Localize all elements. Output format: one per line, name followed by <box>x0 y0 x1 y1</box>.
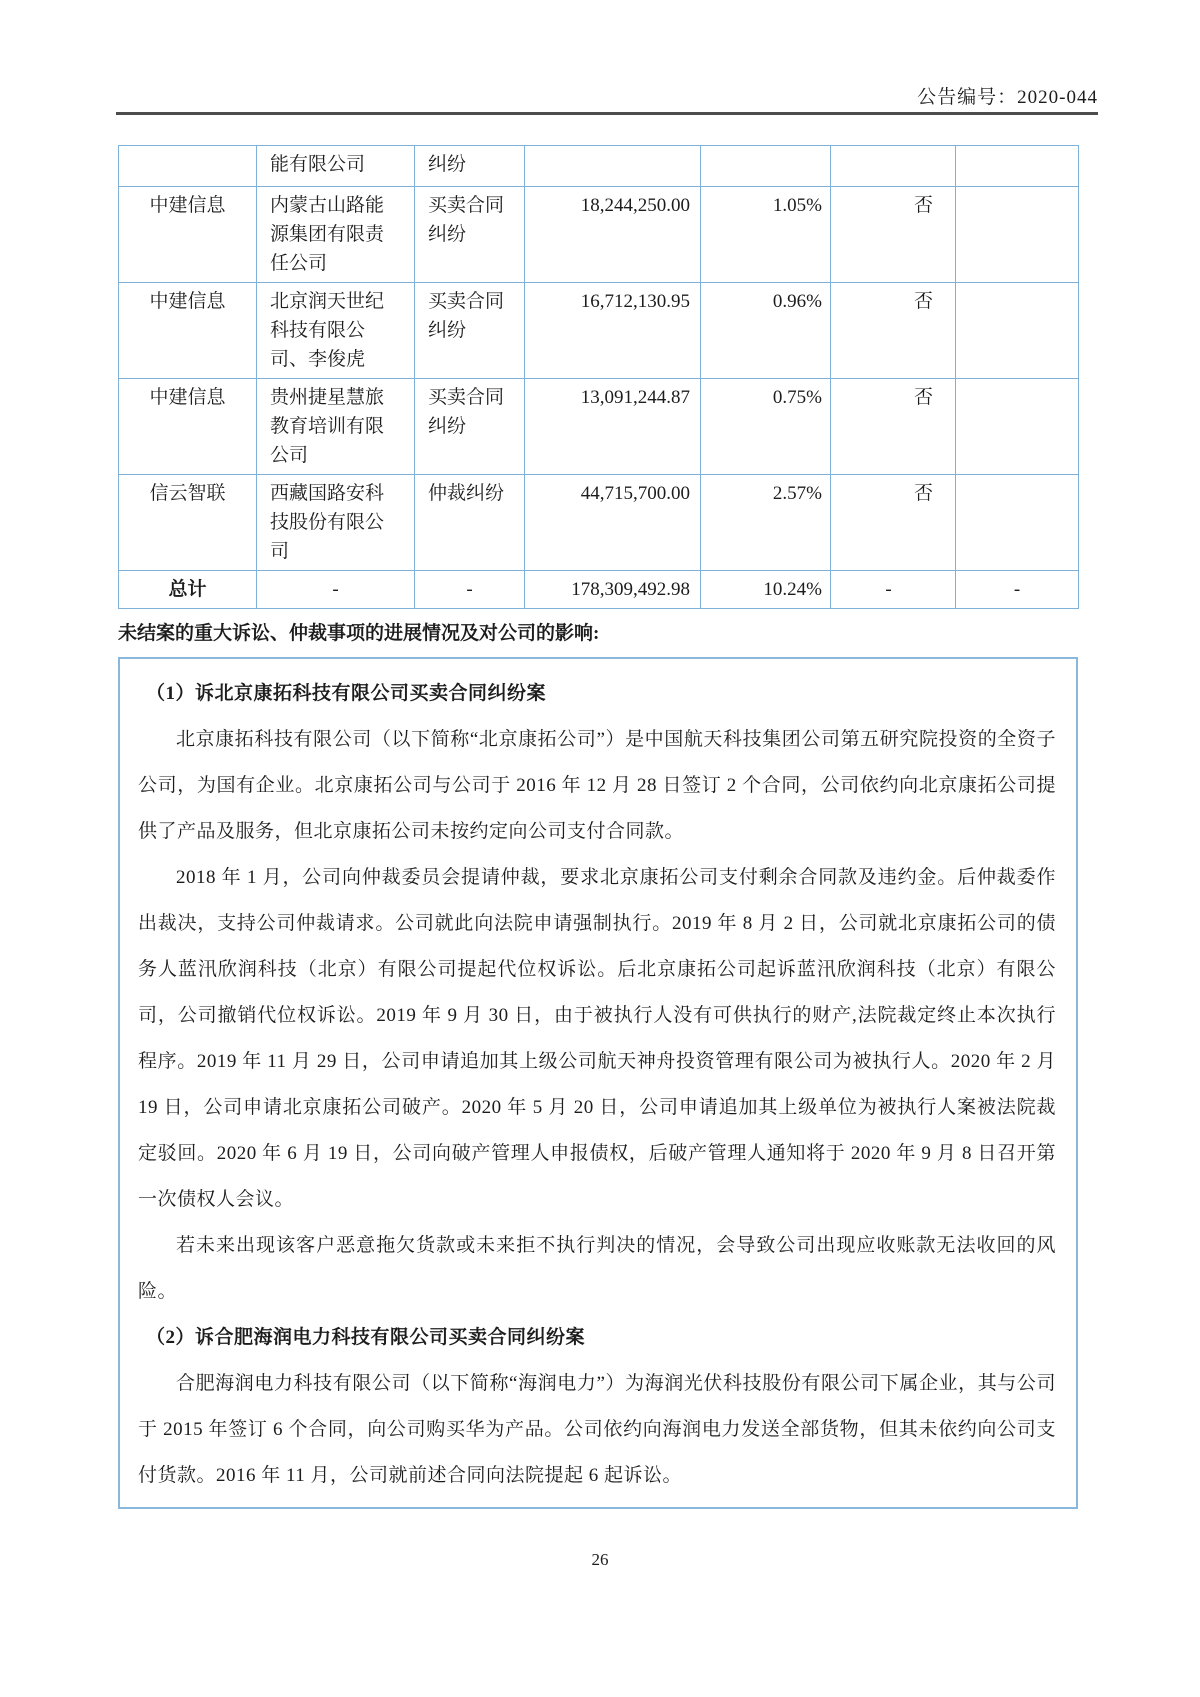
cell-extra <box>956 187 1079 283</box>
table-row <box>119 146 1079 187</box>
cell-amount <box>525 146 701 187</box>
cell-case-type: 仲裁纠纷 <box>415 475 525 571</box>
case-1-paragraph: 2018 年 1 月，公司向仲裁委员会提请仲裁，要求北京康拓公司支付剩余合同款及违约金。后仲裁委作出裁决，支持公司仲裁请求。公司就此向法院申请强制执行。2019 年 8 月 2 日，公司就北京康拓公司的债务人蓝汛欣润科技（北京）有限公司提起代位权诉讼。后北京康拓公司起诉蓝汛欣润科技（北京）有限公司，公司撤销代位权诉讼。2019 年 9 月 30 日，由于被执行人没有可供执行的财产,法院裁定终止本次执行程序。2019 年 11 月 29 日，公司申请追加其上级公司航天神舟投资管理有限公司为被执行人。2020 年 2 月 19 日，公司申请北京康拓公司破产。2020 年 5 月 20 日，公司申请追加其上级单位为被执行人案被法院裁定驳回。2020 年 6 月 19 日，公司向破产管理人申报债权，后破产管理人通知将于 2020 年 9 月 8 日召开第一次债权人会议。 <box>138 867 1056 1210</box>
cell-amount: 178,309,492.98 <box>525 571 701 609</box>
cell-party: 中建信息 <box>119 283 257 379</box>
cell-percent: 2.57% <box>701 475 831 571</box>
table-row <box>119 379 1079 475</box>
cell-case-type: 纠纷 <box>415 146 525 187</box>
cell-percent: 1.05% <box>701 187 831 283</box>
case-1-title: （1）诉北京康拓科技有限公司买卖合同纠纷案 <box>146 683 547 704</box>
cell-extra <box>956 475 1079 571</box>
cell-extra <box>956 283 1079 379</box>
cell-opponent: 内蒙古山路能源集团有限责任公司 <box>257 187 415 283</box>
cell-opponent: 北京润天世纪科技有限公司、李俊虎 <box>257 283 415 379</box>
cell-amount: 18,244,250.00 <box>525 187 701 283</box>
cell-opponent: - <box>257 571 415 609</box>
cell-party: 中建信息 <box>119 379 257 475</box>
cell-extra <box>956 379 1079 475</box>
cell-amount: 44,715,700.00 <box>525 475 701 571</box>
cell-percent: 0.75% <box>701 379 831 475</box>
cell-case-type: 买卖合同纠纷 <box>415 283 525 379</box>
cell-case-type: - <box>415 571 525 609</box>
header-rule <box>116 112 1098 115</box>
case-2-title: （2）诉合肥海润电力科技有限公司买卖合同纠纷案 <box>146 1327 586 1348</box>
table-row <box>119 187 1079 283</box>
cell-party: 信云智联 <box>119 475 257 571</box>
litigation-table <box>118 145 1079 609</box>
cell-extra <box>956 146 1079 187</box>
cell-party: 中建信息 <box>119 187 257 283</box>
cell-amount: 16,712,130.95 <box>525 283 701 379</box>
cell-flag: 否 <box>831 475 956 571</box>
cell-case-type: 买卖合同纠纷 <box>415 379 525 475</box>
cell-percent: 0.96% <box>701 283 831 379</box>
cell-flag: 否 <box>831 379 956 475</box>
cell-case-type: 买卖合同纠纷 <box>415 187 525 283</box>
cell-opponent: 西藏国路安科技股份有限公司 <box>257 475 415 571</box>
announcement-number: 公告编号：2020-044 <box>917 87 1098 108</box>
cell-percent: 10.24% <box>701 571 831 609</box>
cases-box <box>118 657 1078 1509</box>
page-number: 26 <box>591 1550 609 1569</box>
table-row <box>119 475 1079 571</box>
table-row <box>119 283 1079 379</box>
cell-total-label: 总计 <box>119 571 257 609</box>
cell-flag: 否 <box>831 283 956 379</box>
cell-opponent: 能有限公司 <box>257 146 415 187</box>
cell-flag: - <box>831 571 956 609</box>
case-2-paragraph: 合肥海润电力科技有限公司（以下简称“海润电力”）为海润光伏科技股份有限公司下属企业，其与公司于 2015 年签订 6 个合同，向公司购买华为产品。公司依约向海润电力发送全部货物，但其未依约向公司支付货款。2016 年 11 月，公司就前述合同向法院提起 6 起诉讼。 <box>138 1373 1056 1486</box>
cell-amount: 13,091,244.87 <box>525 379 701 475</box>
section-heading: 未结案的重大诉讼、仲裁事项的进展情况及对公司的影响: <box>118 623 600 644</box>
cell-percent <box>701 146 831 187</box>
case-1-paragraph: 若未来出现该客户恶意拖欠货款或未来拒不执行判决的情况，会导致公司出现应收账款无法收回的风险。 <box>138 1235 1056 1302</box>
cell-flag <box>831 146 956 187</box>
case-1-paragraph: 北京康拓科技有限公司（以下简称“北京康拓公司”）是中国航天科技集团公司第五研究院投资的全资子公司，为国有企业。北京康拓公司与公司于 2016 年 12 月 28 日签订 2 个合同，公司依约向北京康拓公司提供了产品及服务，但北京康拓公司未按约定向公司支付合同款。 <box>138 729 1056 842</box>
cell-party <box>119 146 257 187</box>
cell-extra: - <box>956 571 1079 609</box>
table-total-row <box>119 571 1079 609</box>
cell-opponent: 贵州捷星慧旅教育培训有限公司 <box>257 379 415 475</box>
cell-flag: 否 <box>831 187 956 283</box>
